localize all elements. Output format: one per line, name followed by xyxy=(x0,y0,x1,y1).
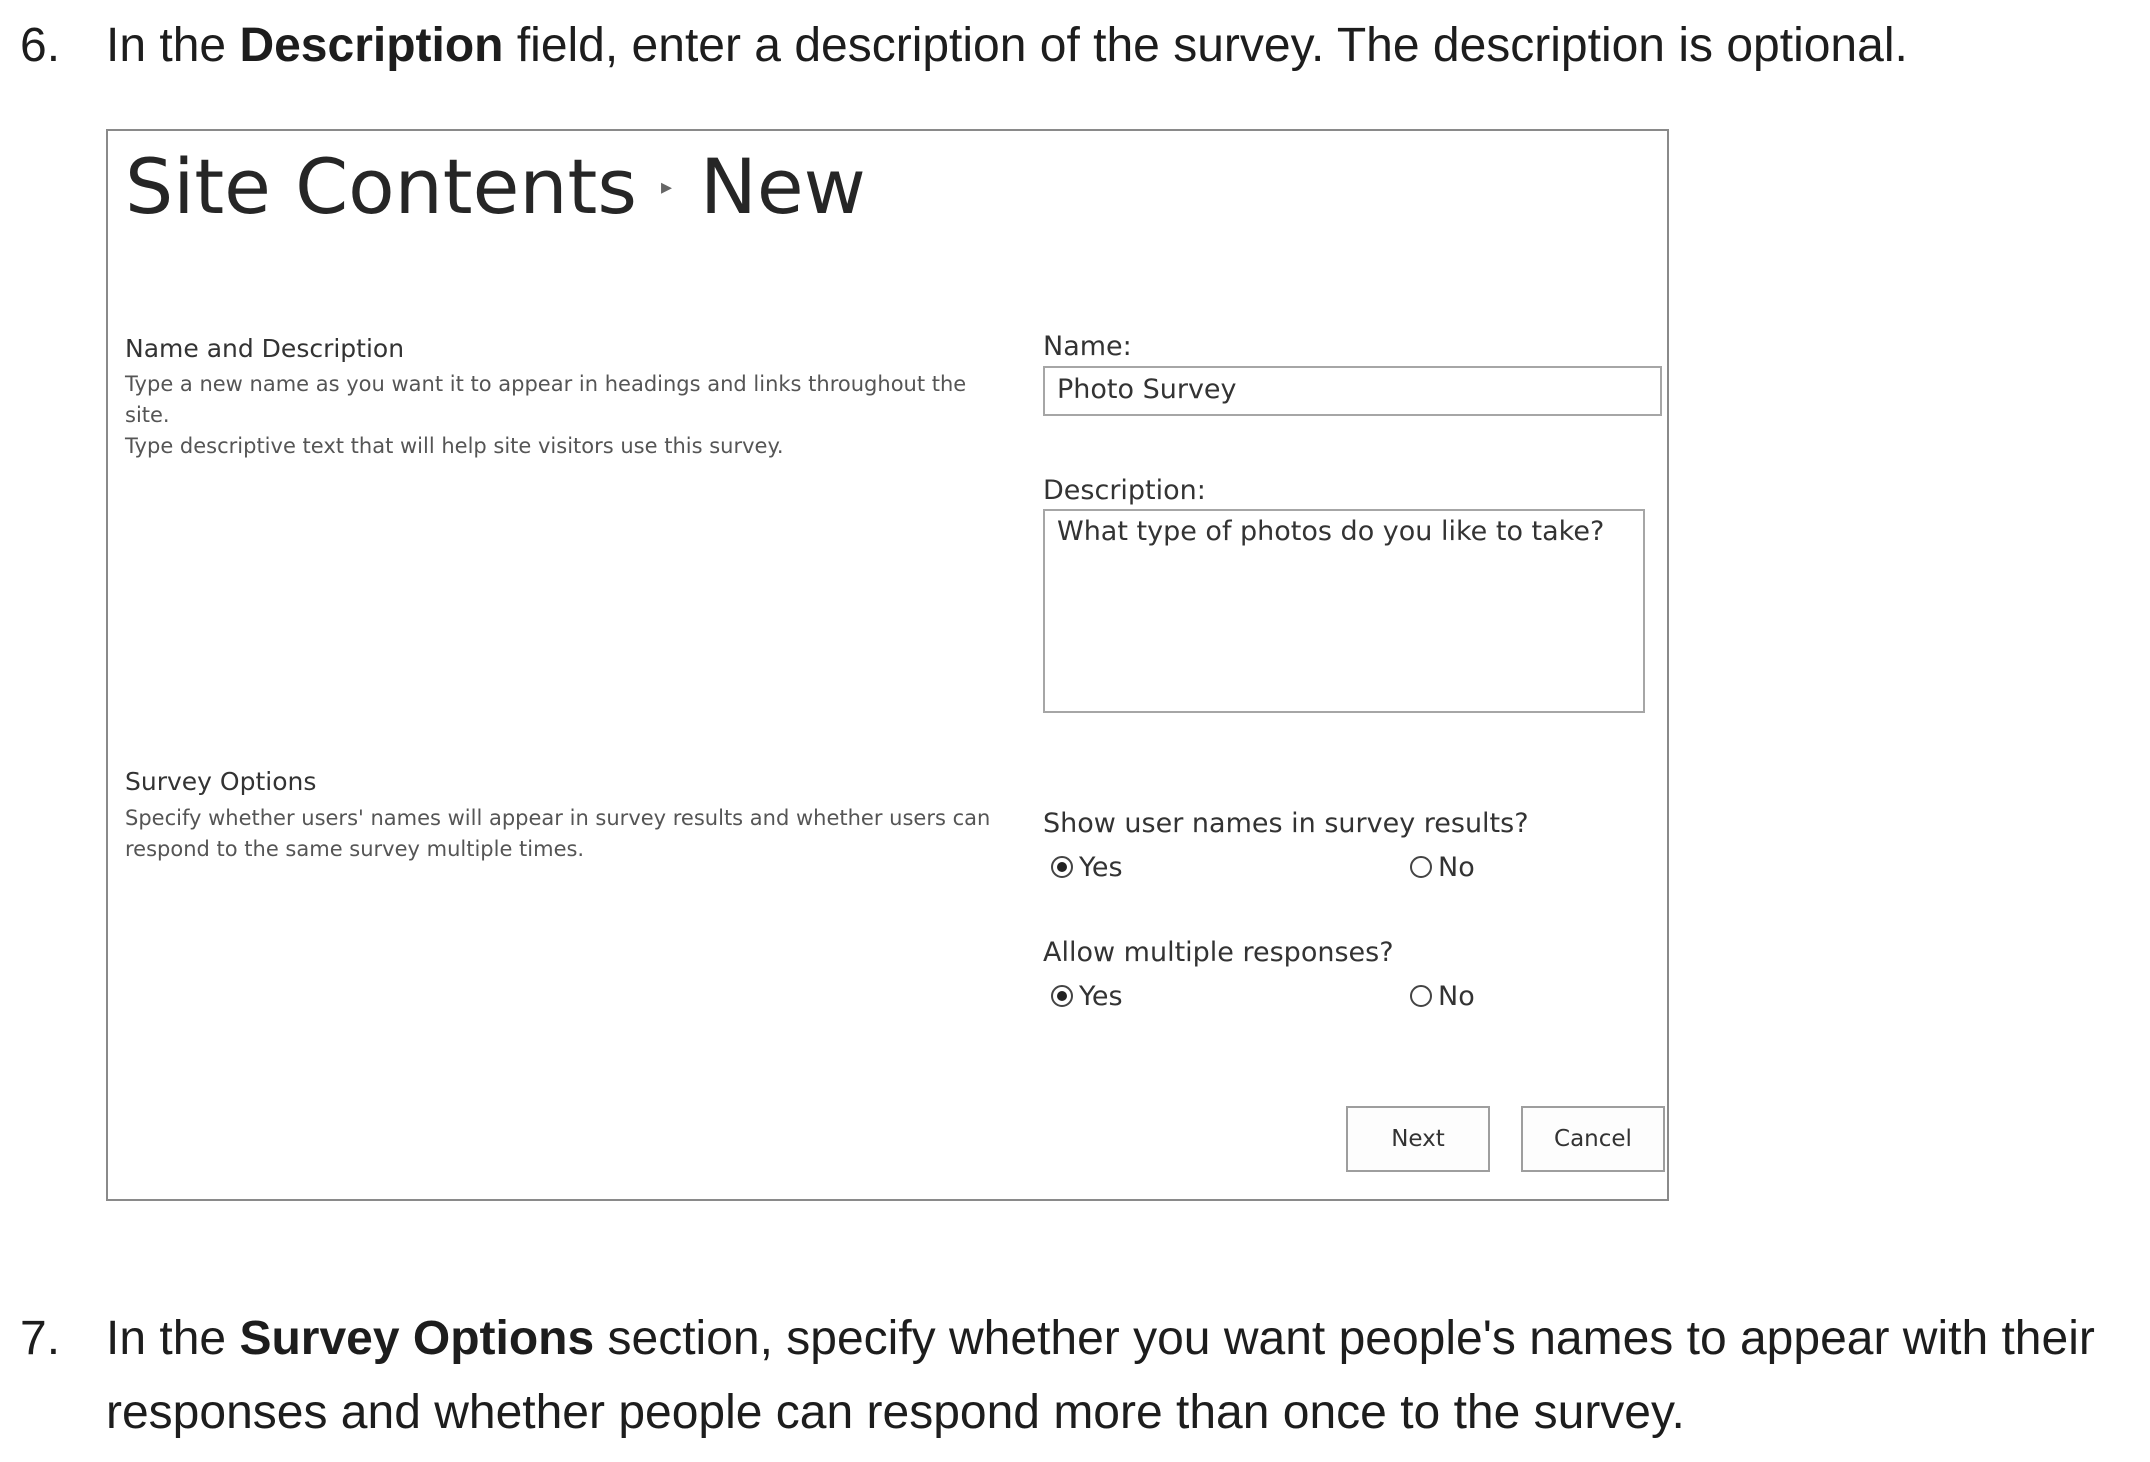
description-textarea[interactable]: What type of photos do you like to take? xyxy=(1043,509,1645,713)
step-text-bold: Survey Options xyxy=(239,1312,595,1365)
name-section-desc-line-2: Type descriptive text that will help site visitors use this survey. xyxy=(125,434,784,458)
name-label: Name: xyxy=(1043,331,1132,362)
breadcrumb-separator-icon: ▸ xyxy=(660,175,672,200)
multiple-responses-question: Allow multiple responses? xyxy=(1043,937,1394,968)
survey-options-description xyxy=(125,803,1005,865)
multiple-responses-no-radio[interactable] xyxy=(1410,980,1475,1014)
multiple-responses-yes-radio[interactable] xyxy=(1051,980,1123,1014)
radio-selected-icon[interactable] xyxy=(1051,856,1073,878)
step-text-line-1 xyxy=(106,1302,2142,1376)
instruction-step-7 xyxy=(0,1302,2150,1452)
name-section-description xyxy=(125,369,1005,462)
name-section-title: Name and Description xyxy=(125,334,405,363)
radio-label: Yes xyxy=(1079,852,1123,883)
step-text-rest: section, specify whether you want people's names to appear with their xyxy=(594,1312,2095,1365)
description-label: Description: xyxy=(1043,475,1206,506)
step-text xyxy=(106,9,2142,83)
radio-label: No xyxy=(1438,981,1475,1012)
step-text-bold: Description xyxy=(239,19,504,72)
name-section-desc-line-1: Type a new name as you want it to appear in headings and links throughout the site. xyxy=(125,372,967,427)
survey-options-desc-line-2: respond to the same survey multiple times. xyxy=(125,837,585,861)
survey-options-title: Survey Options xyxy=(125,767,317,796)
step-text-rest: field, enter a description of the survey. The description is optional. xyxy=(503,19,1908,72)
step-text-lead: In the xyxy=(106,1312,240,1365)
screenshot-frame xyxy=(106,129,1669,1201)
show-names-question: Show user names in survey results? xyxy=(1043,808,1529,839)
step-text-lead: In the xyxy=(106,19,240,72)
next-button[interactable]: Next xyxy=(1346,1106,1490,1172)
radio-selected-icon[interactable] xyxy=(1051,985,1073,1007)
show-names-no-radio[interactable] xyxy=(1410,851,1475,885)
name-input[interactable]: Photo Survey xyxy=(1043,366,1662,416)
step-number: 7. xyxy=(20,1312,61,1365)
survey-options-desc-line-1: Specify whether users' names will appear in survey results and whether users can xyxy=(125,806,991,830)
radio-label: Yes xyxy=(1079,981,1123,1012)
step-text xyxy=(106,1302,2142,1450)
breadcrumb-site-contents[interactable]: Site Contents xyxy=(125,142,637,231)
radio-unselected-icon[interactable] xyxy=(1410,856,1432,878)
radio-label: No xyxy=(1438,852,1475,883)
breadcrumb-current: New xyxy=(699,142,866,231)
radio-unselected-icon[interactable] xyxy=(1410,985,1432,1007)
step-number: 6. xyxy=(20,19,61,72)
show-names-yes-radio[interactable] xyxy=(1051,851,1123,885)
instruction-step-6 xyxy=(0,9,2150,83)
breadcrumb xyxy=(125,137,866,242)
step-text-line-2: responses and whether people can respond more than once to the survey. xyxy=(106,1386,1685,1439)
cancel-button[interactable]: Cancel xyxy=(1521,1106,1665,1172)
